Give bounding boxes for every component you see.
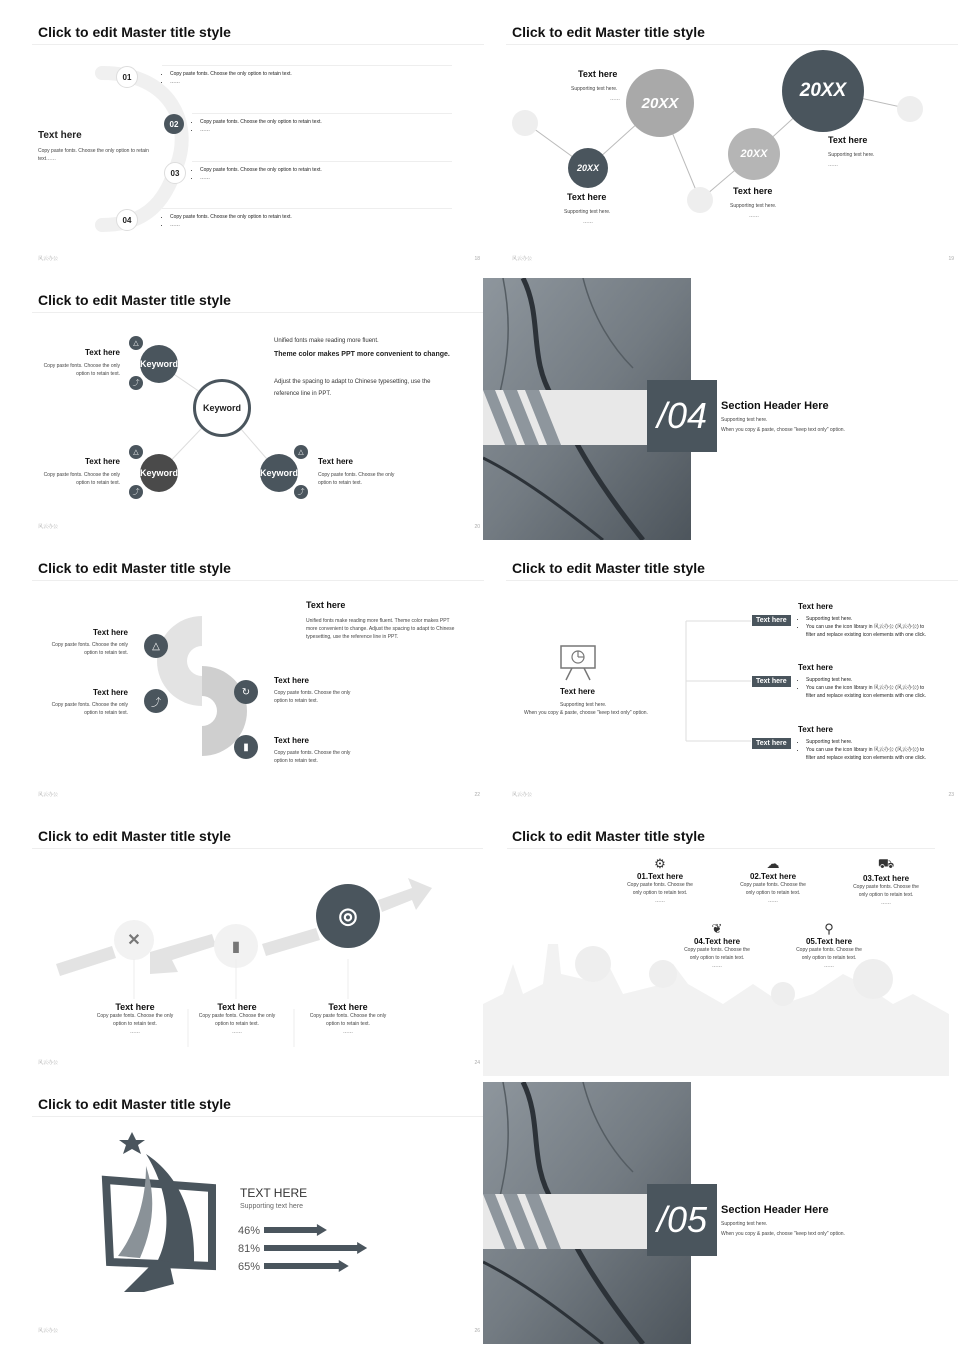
label-1-sub: Supporting text here. bbox=[571, 86, 618, 92]
left-1-body: Copy paste fonts. Choose the only option to retain text. bbox=[51, 642, 128, 656]
slide-title[interactable]: Click to edit Master title style bbox=[38, 292, 231, 308]
keyword-bubble-3: Keyword bbox=[260, 454, 298, 492]
footer: 风云办公 bbox=[38, 792, 59, 798]
title-rule bbox=[32, 44, 484, 45]
slide-23 bbox=[506, 546, 960, 808]
chart-icon: ⤴ bbox=[129, 485, 143, 499]
percent-arrow bbox=[264, 1224, 327, 1236]
slide-26 bbox=[32, 1082, 498, 1344]
item-row-3 bbox=[192, 161, 452, 182]
chart-icon: ⤴ bbox=[129, 376, 143, 390]
title-rule bbox=[32, 580, 484, 581]
growth-icon: ▮ bbox=[214, 924, 258, 968]
label-3-sub: Supporting text here. bbox=[730, 203, 777, 209]
step-04: 04 bbox=[116, 209, 138, 231]
left-top-title: Text here bbox=[85, 348, 120, 357]
year-small-gray: 20XX bbox=[728, 128, 780, 180]
label-4-sub: Supporting text here. bbox=[828, 152, 875, 158]
top-body: Unified fonts make reading more fluent. Theme color makes PPT more convenient to change. Adjust the spacing to adapt to Chinese typesetting, use the reference line in PPT. bbox=[306, 618, 455, 640]
keyword-bubble-2: Keyword bbox=[140, 454, 178, 492]
left-2-body: Copy paste fonts. Choose the only option to retain text. bbox=[51, 702, 128, 716]
footer: 风云办公 bbox=[512, 792, 533, 798]
item-dots: …… bbox=[881, 900, 891, 906]
dot-mid bbox=[687, 187, 713, 213]
item-03 bbox=[848, 856, 924, 907]
title-rule bbox=[32, 848, 484, 849]
item-dots: • …… bbox=[200, 126, 452, 134]
percent-label: 46% bbox=[238, 1225, 261, 1237]
item-body: Copy paste fonts. Choose the only option to retain text. bbox=[740, 882, 806, 896]
slide-title[interactable]: Click to edit Master title style bbox=[512, 560, 705, 576]
item-dots: …… bbox=[768, 898, 778, 904]
slide-22 bbox=[32, 546, 498, 808]
row-bullets-2 bbox=[798, 676, 934, 700]
item-title: 02.Text here bbox=[749, 872, 797, 881]
item-title: 01.Text here bbox=[636, 872, 684, 881]
slide-20 bbox=[32, 278, 498, 540]
paragraph-3: Adjust the spacing to adapt to Chinese typesetting, use the reference line in PPT. bbox=[274, 379, 431, 397]
section-number: /05 bbox=[656, 1199, 708, 1240]
footer: 风云办公 bbox=[512, 256, 533, 262]
slide-19 bbox=[506, 10, 960, 272]
item-row-4 bbox=[162, 208, 452, 229]
side-body: Copy paste fonts. Choose the only option to retain text…… bbox=[38, 148, 149, 162]
center-title: Text here bbox=[560, 687, 595, 696]
title-rule bbox=[506, 580, 958, 581]
bullet: • You can use the icon library in 风云办公 (风云办公) to filter and replace existing icon elements with one click. bbox=[806, 684, 934, 700]
page-number: 18 bbox=[474, 256, 480, 262]
triangle-icon: △ bbox=[129, 445, 143, 459]
bullet: • You can use the icon library in 风云办公 (风云办公) to filter and replace existing icon elements with one click. bbox=[806, 623, 934, 639]
percent-arrow bbox=[264, 1242, 367, 1254]
slide-18 bbox=[32, 10, 498, 272]
item-text: • Copy paste fonts. Choose the only option to retain text. bbox=[170, 70, 452, 78]
item-row-1 bbox=[162, 65, 452, 86]
page-number: 26 bbox=[474, 1328, 480, 1334]
subheading: Supporting text here bbox=[240, 1203, 304, 1210]
percent-label: 65% bbox=[238, 1261, 261, 1273]
column-body: Copy paste fonts. Choose the only option to retain text. bbox=[96, 1013, 174, 1027]
slide-title[interactable]: Click to edit Master title style bbox=[38, 560, 231, 576]
percent-arrow-chart bbox=[232, 1220, 412, 1280]
item-dots: …… bbox=[824, 963, 834, 969]
slide-title[interactable]: Click to edit Master title style bbox=[512, 828, 705, 844]
column-3 bbox=[307, 1002, 389, 1036]
column-dots: …… bbox=[343, 1029, 353, 1035]
section-note: When you copy & paste, choose "keep text only" option. bbox=[721, 1231, 845, 1237]
percent-arrow bbox=[264, 1260, 349, 1272]
section-05-slide bbox=[483, 1082, 949, 1344]
right-2-body: Copy paste fonts. Choose the only option to retain text. bbox=[274, 750, 351, 764]
item-text: • Copy paste fonts. Choose the only option to retain text. bbox=[170, 213, 452, 221]
right-1-body: Copy paste fonts. Choose the only option to retain text. bbox=[274, 690, 351, 704]
section-04-slide bbox=[483, 278, 949, 540]
percent-label: 81% bbox=[238, 1243, 261, 1255]
slide-title[interactable]: Click to edit Master title style bbox=[38, 1096, 231, 1112]
section-number-box bbox=[647, 1184, 717, 1256]
step-03: 03 bbox=[164, 162, 186, 184]
item-01 bbox=[622, 856, 698, 905]
bullet: • Supporting text here. bbox=[806, 676, 934, 684]
tools-icon: ✕ bbox=[114, 920, 154, 960]
heading: TEXT HERE bbox=[240, 1186, 308, 1200]
car-icon: ⛟ bbox=[877, 856, 895, 871]
triangle-icon: △ bbox=[129, 336, 143, 350]
gear-icon: ⚙ bbox=[654, 856, 666, 871]
column-body: Copy paste fonts. Choose the only option to retain text. bbox=[198, 1013, 276, 1027]
item-dots: • …… bbox=[170, 78, 452, 86]
row-tag-1: Text here bbox=[752, 615, 791, 626]
page-number: 23 bbox=[948, 792, 954, 798]
bracket-lines bbox=[681, 616, 751, 746]
center-note: When you copy & paste, choose "keep text only" option. bbox=[524, 710, 648, 716]
left-top-body: Copy paste fonts. Choose the only option to retain text. bbox=[43, 363, 120, 377]
triangle-icon: △ bbox=[144, 634, 168, 658]
left-bottom-body: Copy paste fonts. Choose the only option to retain text. bbox=[43, 472, 120, 486]
right-1-title: Text here bbox=[274, 676, 309, 685]
presentation-board-icon bbox=[558, 642, 598, 682]
bullet: • Supporting text here. bbox=[806, 738, 934, 746]
footer: 风云办公 bbox=[38, 1328, 59, 1334]
item-body: Copy paste fonts. Choose the only option to retain text. bbox=[627, 882, 693, 896]
column-body: Copy paste fonts. Choose the only option to retain text. bbox=[309, 1013, 387, 1027]
refresh-icon: ↻ bbox=[234, 680, 258, 704]
page-number: 20 bbox=[474, 524, 480, 530]
section-note: When you copy & paste, choose "keep text only" option. bbox=[721, 427, 845, 433]
item-dots: • …… bbox=[170, 221, 452, 229]
column-dots: …… bbox=[130, 1029, 140, 1035]
item-dots: …… bbox=[655, 898, 665, 904]
label-3-dots: …… bbox=[749, 213, 759, 219]
section-number-box bbox=[647, 380, 717, 452]
chart-icon: ⤴ bbox=[144, 689, 168, 713]
item-row-2 bbox=[192, 113, 452, 134]
label-2-sub: Supporting text here. bbox=[564, 209, 611, 215]
item-body: Copy paste fonts. Choose the only option to retain text. bbox=[853, 884, 919, 898]
label-3-title: Text here bbox=[733, 186, 773, 196]
column-title: Text here bbox=[328, 1002, 368, 1012]
title-rule bbox=[32, 1116, 484, 1117]
center-sub: Supporting text here. bbox=[560, 702, 607, 708]
right-2-title: Text here bbox=[274, 736, 309, 745]
item-02 bbox=[735, 856, 811, 905]
dot-left bbox=[512, 110, 538, 136]
bar-chart-icon: ▮ bbox=[234, 735, 258, 759]
item-05 bbox=[791, 921, 867, 970]
label-1-dots: …… bbox=[610, 96, 620, 102]
bullet: • Supporting text here. bbox=[806, 615, 934, 623]
keyword-center: Keyword bbox=[193, 379, 251, 437]
column-title: Text here bbox=[115, 1002, 155, 1012]
triangle-icon: △ bbox=[294, 445, 308, 459]
slide-24 bbox=[32, 814, 498, 1076]
year-medium-gray: 20XX bbox=[626, 69, 694, 137]
row-title-1: Text here bbox=[798, 602, 833, 611]
keyword-connectors bbox=[32, 278, 498, 540]
section-sub: Supporting text here. bbox=[721, 1221, 768, 1227]
item-title: 03.Text here bbox=[862, 874, 910, 883]
step-01: 01 bbox=[116, 66, 138, 88]
item-text: • Copy paste fonts. Choose the only option to retain text. bbox=[200, 118, 452, 126]
year-big-dark: 20XX bbox=[782, 50, 864, 132]
target-icon: ◎ bbox=[316, 884, 380, 948]
leaf-icon: ❦ bbox=[711, 921, 723, 936]
slide-25 bbox=[483, 814, 949, 1076]
section-number: /04 bbox=[656, 395, 708, 436]
left-bottom-title: Text here bbox=[85, 457, 120, 466]
column-1 bbox=[94, 1002, 176, 1036]
item-dots: …… bbox=[712, 963, 722, 969]
item-title: 05.Text here bbox=[805, 937, 853, 946]
row-bullets-3 bbox=[798, 738, 934, 762]
label-4-dots: …… bbox=[828, 162, 838, 168]
column-2 bbox=[196, 1002, 278, 1036]
row-tag-3: Text here bbox=[752, 738, 791, 749]
page-number: 19 bbox=[948, 256, 954, 262]
row-bullets-1 bbox=[798, 615, 934, 639]
item-text: • Copy paste fonts. Choose the only option to retain text. bbox=[200, 166, 452, 174]
label-4-title: Text here bbox=[828, 135, 868, 145]
year-small-dark: 20XX bbox=[568, 148, 608, 188]
item-04 bbox=[679, 921, 755, 970]
item-title: 04.Text here bbox=[693, 937, 741, 946]
label-2-dots: …… bbox=[583, 219, 593, 225]
item-body: Copy paste fonts. Choose the only option to retain text. bbox=[796, 947, 862, 961]
section-title: Section Header Here bbox=[721, 400, 829, 412]
bullet: • You can use the icon library in 风云办公 (风云办公) to filter and replace existing icon elements with one click. bbox=[806, 746, 934, 762]
keyword-bubble-1: Keyword bbox=[140, 345, 178, 383]
dot-right bbox=[897, 96, 923, 122]
cloud-icon: ☁ bbox=[766, 856, 780, 871]
page-number: 24 bbox=[474, 1060, 480, 1066]
right-bottom-body: Copy paste fonts. Choose the only option to retain text. bbox=[318, 472, 395, 486]
paragraph-1: Unified fonts make reading more fluent. bbox=[274, 338, 379, 344]
paragraph-2: Theme color makes PPT more convenient to change. bbox=[274, 351, 450, 358]
title-rule bbox=[507, 848, 935, 849]
row-title-2: Text here bbox=[798, 663, 833, 672]
column-dots: …… bbox=[232, 1029, 242, 1035]
chart-icon: ⤴ bbox=[294, 485, 308, 499]
step-02: 02 bbox=[164, 114, 184, 134]
label-1-title: Text here bbox=[578, 69, 618, 79]
footer: 风云办公 bbox=[38, 1060, 59, 1066]
item-dots: • …… bbox=[200, 174, 452, 182]
left-1-title: Text here bbox=[93, 628, 128, 637]
slide-title[interactable]: Click to edit Master title style bbox=[512, 24, 705, 40]
top-title: Text here bbox=[306, 600, 346, 610]
footer: 风云办公 bbox=[38, 256, 59, 262]
row-tag-2: Text here bbox=[752, 676, 791, 687]
monitor-sail-illustration bbox=[100, 1126, 230, 1296]
column-title: Text here bbox=[217, 1002, 257, 1012]
side-heading: Text here bbox=[38, 130, 82, 141]
row-title-3: Text here bbox=[798, 725, 833, 734]
bicycle-icon: ⚲ bbox=[824, 921, 834, 936]
footer: 风云办公 bbox=[38, 524, 59, 530]
slide-title[interactable]: Click to edit Master title style bbox=[38, 828, 231, 844]
label-2-title: Text here bbox=[567, 192, 607, 202]
right-bottom-title: Text here bbox=[318, 457, 353, 466]
item-body: Copy paste fonts. Choose the only option to retain text. bbox=[684, 947, 750, 961]
section-sub: Supporting text here. bbox=[721, 417, 768, 423]
section-title: Section Header Here bbox=[721, 1204, 829, 1216]
page-number: 22 bbox=[474, 792, 480, 798]
left-2-title: Text here bbox=[93, 688, 128, 697]
slide-title[interactable]: Click to edit Master title style bbox=[38, 24, 231, 40]
